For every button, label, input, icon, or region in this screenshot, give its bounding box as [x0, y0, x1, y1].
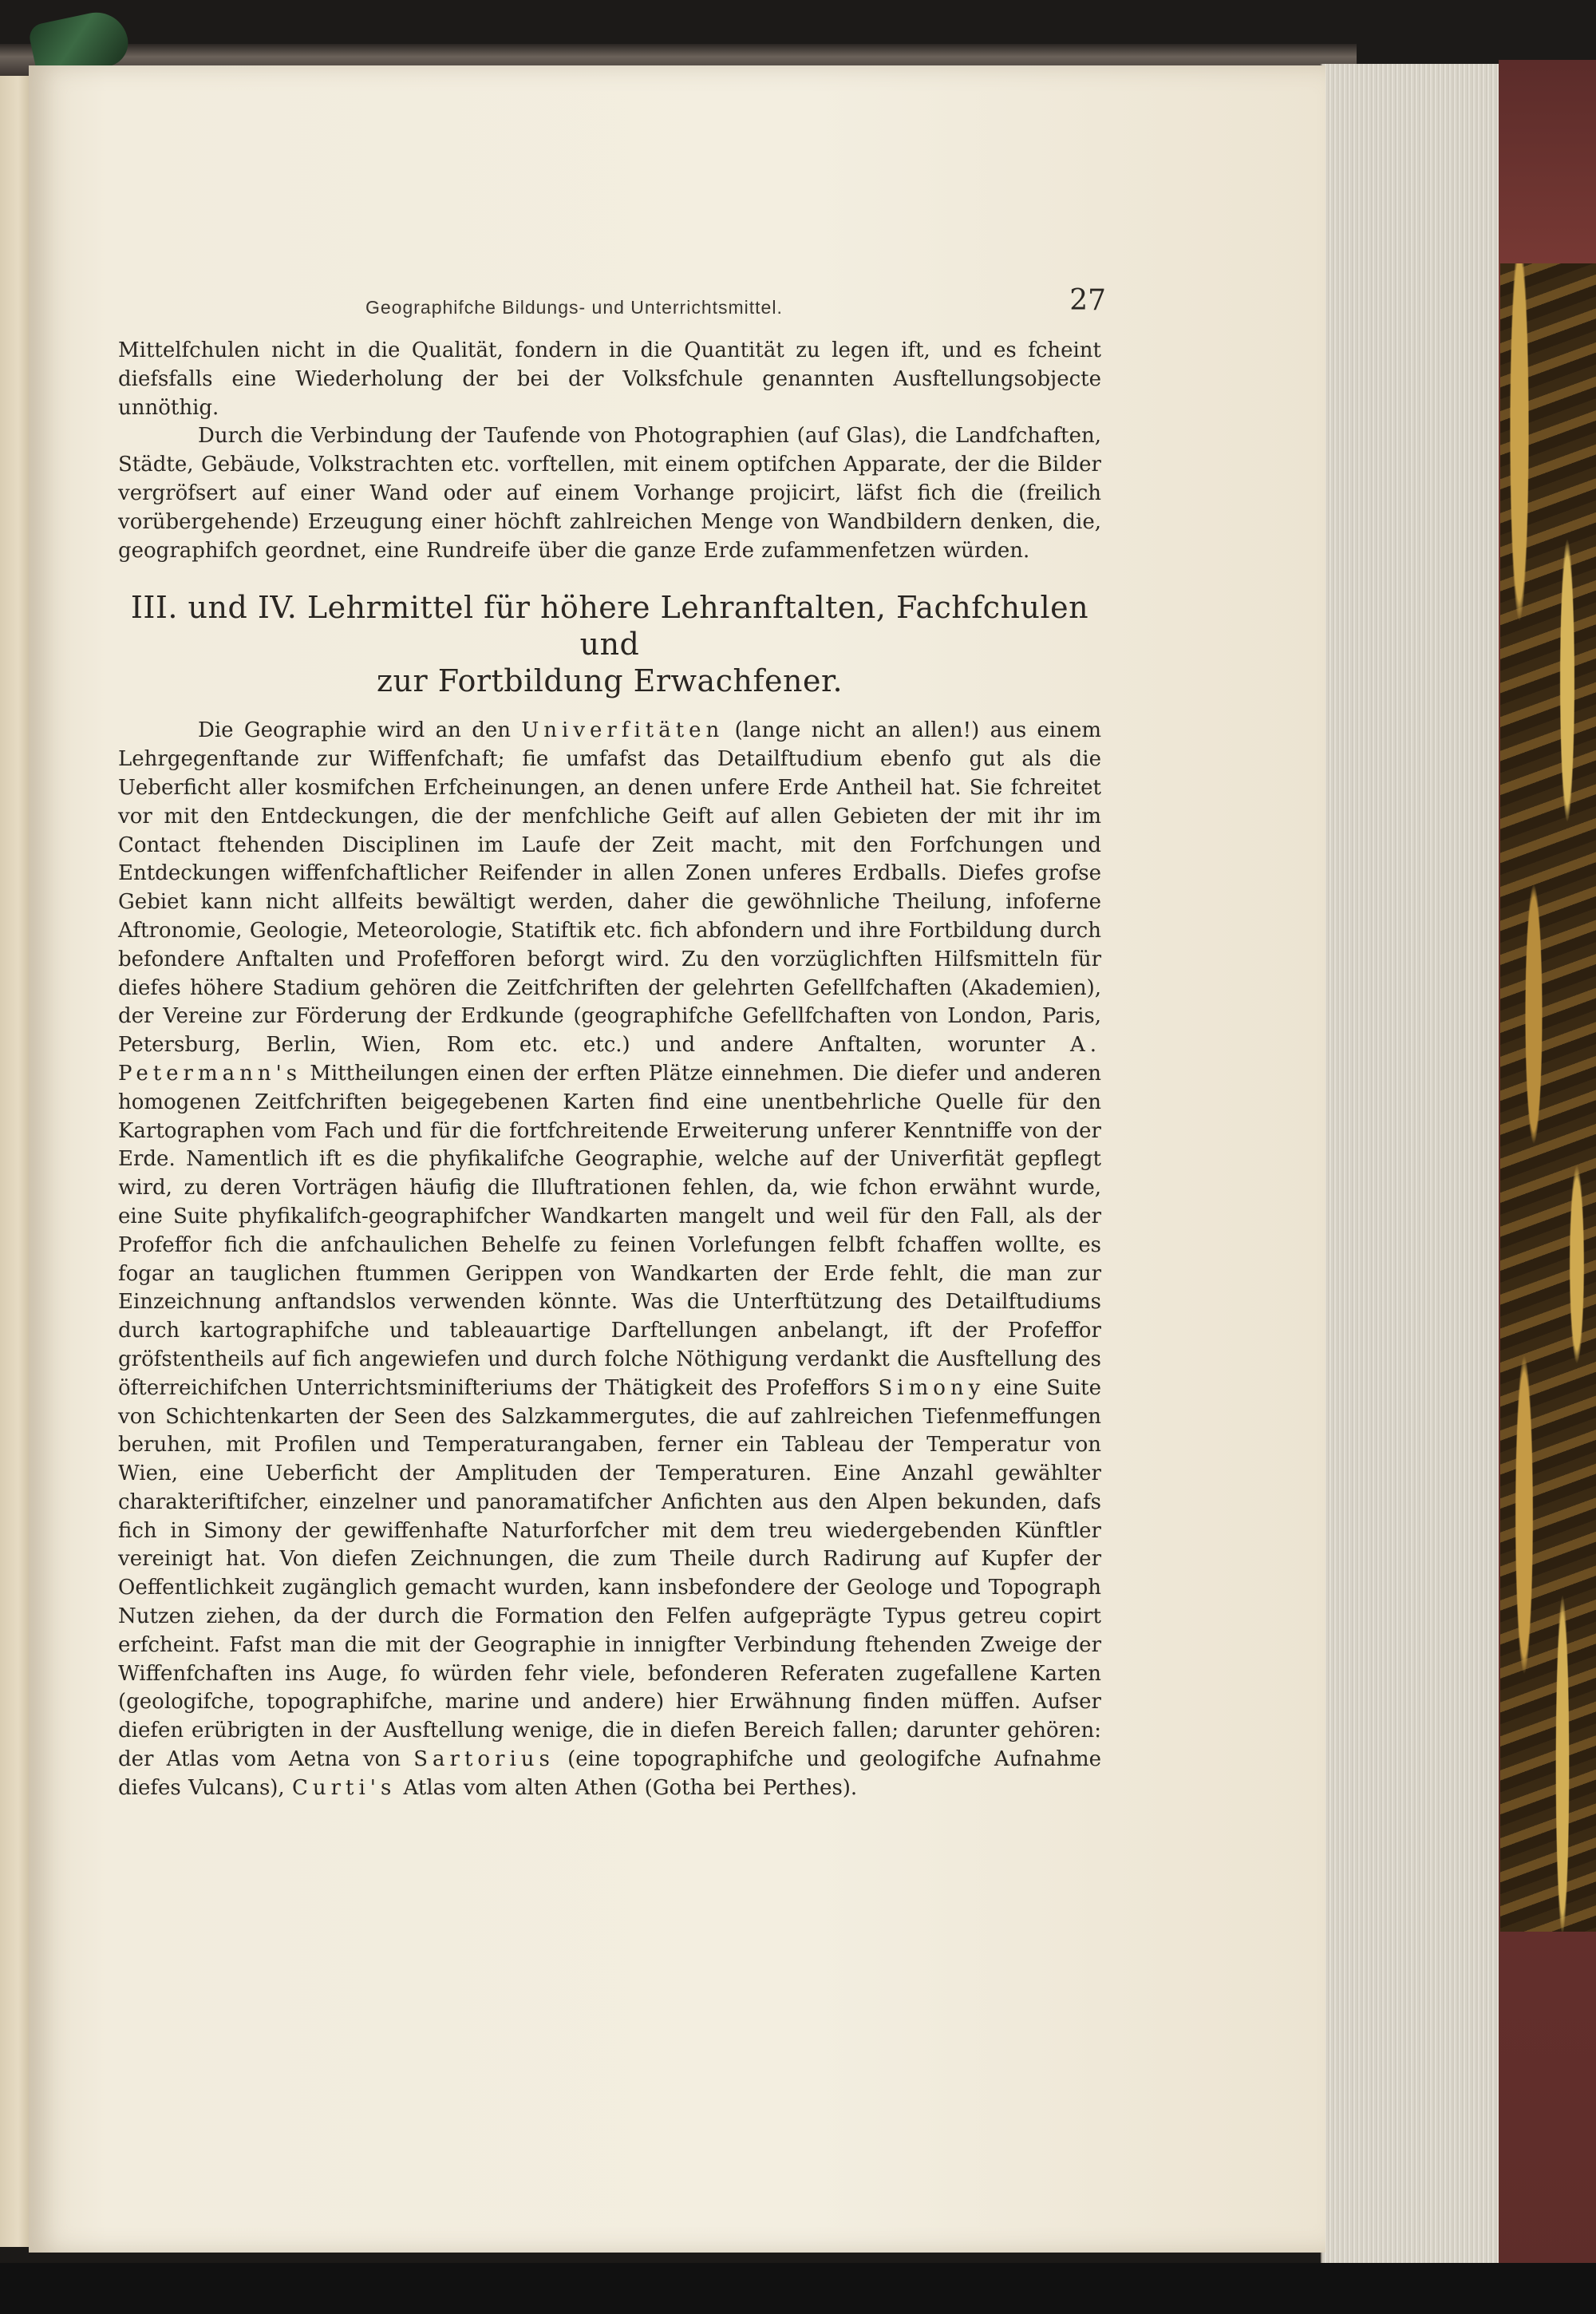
body-segment: eine Suite von Schichtenkarten der Seen des Salzkammergutes, die auf zahlreichen Tiefenmeffungen beruhen, mit Profilen und Temperaturangaben, ferner ein Tableau der Temperatur von Wien, eine Ueberficht der Amplituden der Temperaturen. Eine Anzahl gewählter charakteriftifcher, einzelner und panoramatifcher Anfichten aus den Alpen bekunden, dafs fich in Simony der gewiffenhafte Naturforfcher mit dem treu wiedergebenden Künftler vereinigt hat. Von diefen Zeichnungen, die zum Theile durch Radirung auf Kupfer der Oeffentlichkeit zugänglich gemacht wurden, kann insbefondere der Geologe und Topograph Nutzen ziehen, da der durch die Formation den Felfen aufgeprägte Typus getreu copirt erfcheint. Fafst man die mit der Geographie in innigfter Verbindung ftehenden Zweige der Wiffenfchaften ins Auge, fo würden fehr viele, befonderen Referaten zugefallene Karten (geologifche, topographifche, marine und andere) hier Erwähnung finden müffen. Aufser diefen erübrigten in der Ausftellung wenige, die in diefen Bereich fallen; darunter gehören: der Atlas vom Aetna von [118, 1375, 1101, 1772]
page-number: 27 [1069, 284, 1106, 317]
page-text [118, 284, 1106, 1803]
paragraph-2: Durch die Verbindung der Taufende von Photographien (auf Glas), die Landfchaften, Städte, Gebäude, Volkstrachten etc. vorftellen, mit einem optifchen Apparate, der die Bilder vergröfsert auf einer Wand oder auf einem Vorhange projicirt, läfst fich die (freilich vorübergehende) Erzeugung einer höchft zahlreichen Menge von Wandbildern denken, die, geographifch geordnet, eine Rundreife über die ganze Erde zufammenfetzen würden. [118, 424, 1101, 563]
spaced-name-sartorius: Sartorius [413, 1747, 555, 1772]
body-segment: Atlas vom alten Athen (Gotha bei Perthes). [396, 1775, 858, 1800]
body-segment: (eine topographifche und geologifche Aufnahme diefes Vulcans), [118, 1747, 1102, 1800]
section-body [118, 717, 1101, 1802]
page-block-edge [1321, 64, 1502, 2279]
body-segment: Die Geographie wird an den [198, 718, 522, 743]
spaced-name-curti: Curti's [291, 1775, 397, 1800]
section-heading-line-2: zur Fortbildung Erwachfener. [376, 663, 843, 699]
paragraph-1: Mittelfchulen nicht in die Qualität, fondern in die Quantität zu legen ift, und es fcheint diefsfalls eine Wiederholung der bei der Volksfchule genannten Ausftellungsobjecte unnöthig. [118, 338, 1101, 420]
scan-background [0, 2263, 1596, 2314]
spaced-name-simony: Simony [878, 1375, 986, 1400]
section-heading [118, 589, 1101, 699]
running-head-title: Geographifche Bildungs- und Unterrichtsmittel. [365, 297, 783, 318]
body-segment: Mittheilungen einen der erften Plätze einnehmen. Die diefer und anderen homogenen Zeitfchriften beigegebenen Karten find eine unentbehrliche Quelle für den Kartographen vom Fach und für die fortfchreitende Erweiterung unferer Kenntniffe von der Erde. Namentlich ift es die phyfikalifche Geographie, welche auf der Univerfität gepflegt wird, zu deren Vorträgen häufig die Illuftrationen fehlen, da, wie fchon erwähnt wurde, eine Suite phyfikalifch-geographifcher Wandkarten mangelt und weil für den Fall, als der Profeffor fich die anfchaulichen Behelfe zu feinen Vorlefungen felbft fchaffen wollte, es fogar an tauglichen ftummen Gerippen von Wandkarten der Erde fehlt, die man zur Einzeichnung anftandslos verwenden könnte. Was die Unterftützung des Detailftudiums durch kartographifche und tableauartige Darftellungen anbelangt, ift der Profeffor gröfstentheils auf fich angewiefen und durch folche Nöthigung verdankt die Ausftellung des öfterreichifchen Unterrichtsminifteriums der Thätigkeit des Profeffors [118, 1061, 1101, 1400]
spaced-term-universitaeten: Univerfitäten [521, 718, 725, 743]
body-segment: (lange nicht an allen!) aus einem Lehrgegenftande zur Wiffenfchaft; fie umfafst das Detailftudium ebenfo gut als die Ueberficht aller kosmifchen Erfcheinungen, an denen unfere Erde Antheil hat. Sie fchreitet vor mit den Entdeckungen, die der menfchliche Geift auf allen Gebieten der mit ihr im Contact ftehenden Disciplinen im Laufe der Zeit macht, mit den Forfchungen und Entdeckungen wiffenfchaftlicher Reifender in allen Zonen unferes Erdballs. Diefes grofse Gebiet kann nicht allfeits bewältigt werden, daher die gewöhnliche Theilung, infoferne Aftronomie, Geologie, Meteorologie, Statiftik etc. fich abfondern und ihre Fortbildung durch befondere Anftalten und Profefforen beforgt wird. Zu den vorzüglichften Hilfsmitteln für diefes höhere Stadium gehören die Zeitfchriften der gelehrten Gefellfchaften (Akademien), der Vereine zur Förderung der Erdkunde (geographifche Gefellfchaften von London, Paris, Petersburg, Berlin, Wien, Rom etc. etc.) und andere Anftalten, worunter [118, 718, 1101, 1058]
running-head [118, 284, 1106, 337]
spaced-name-petermann: A. Petermann's [118, 1033, 1101, 1086]
section-heading-line-1: III. und IV. Lehrmittel für höhere Lehranftalten, Fachfchulen und [130, 590, 1089, 663]
marbled-board [1500, 263, 1596, 1932]
left-page-edge [0, 76, 32, 2247]
